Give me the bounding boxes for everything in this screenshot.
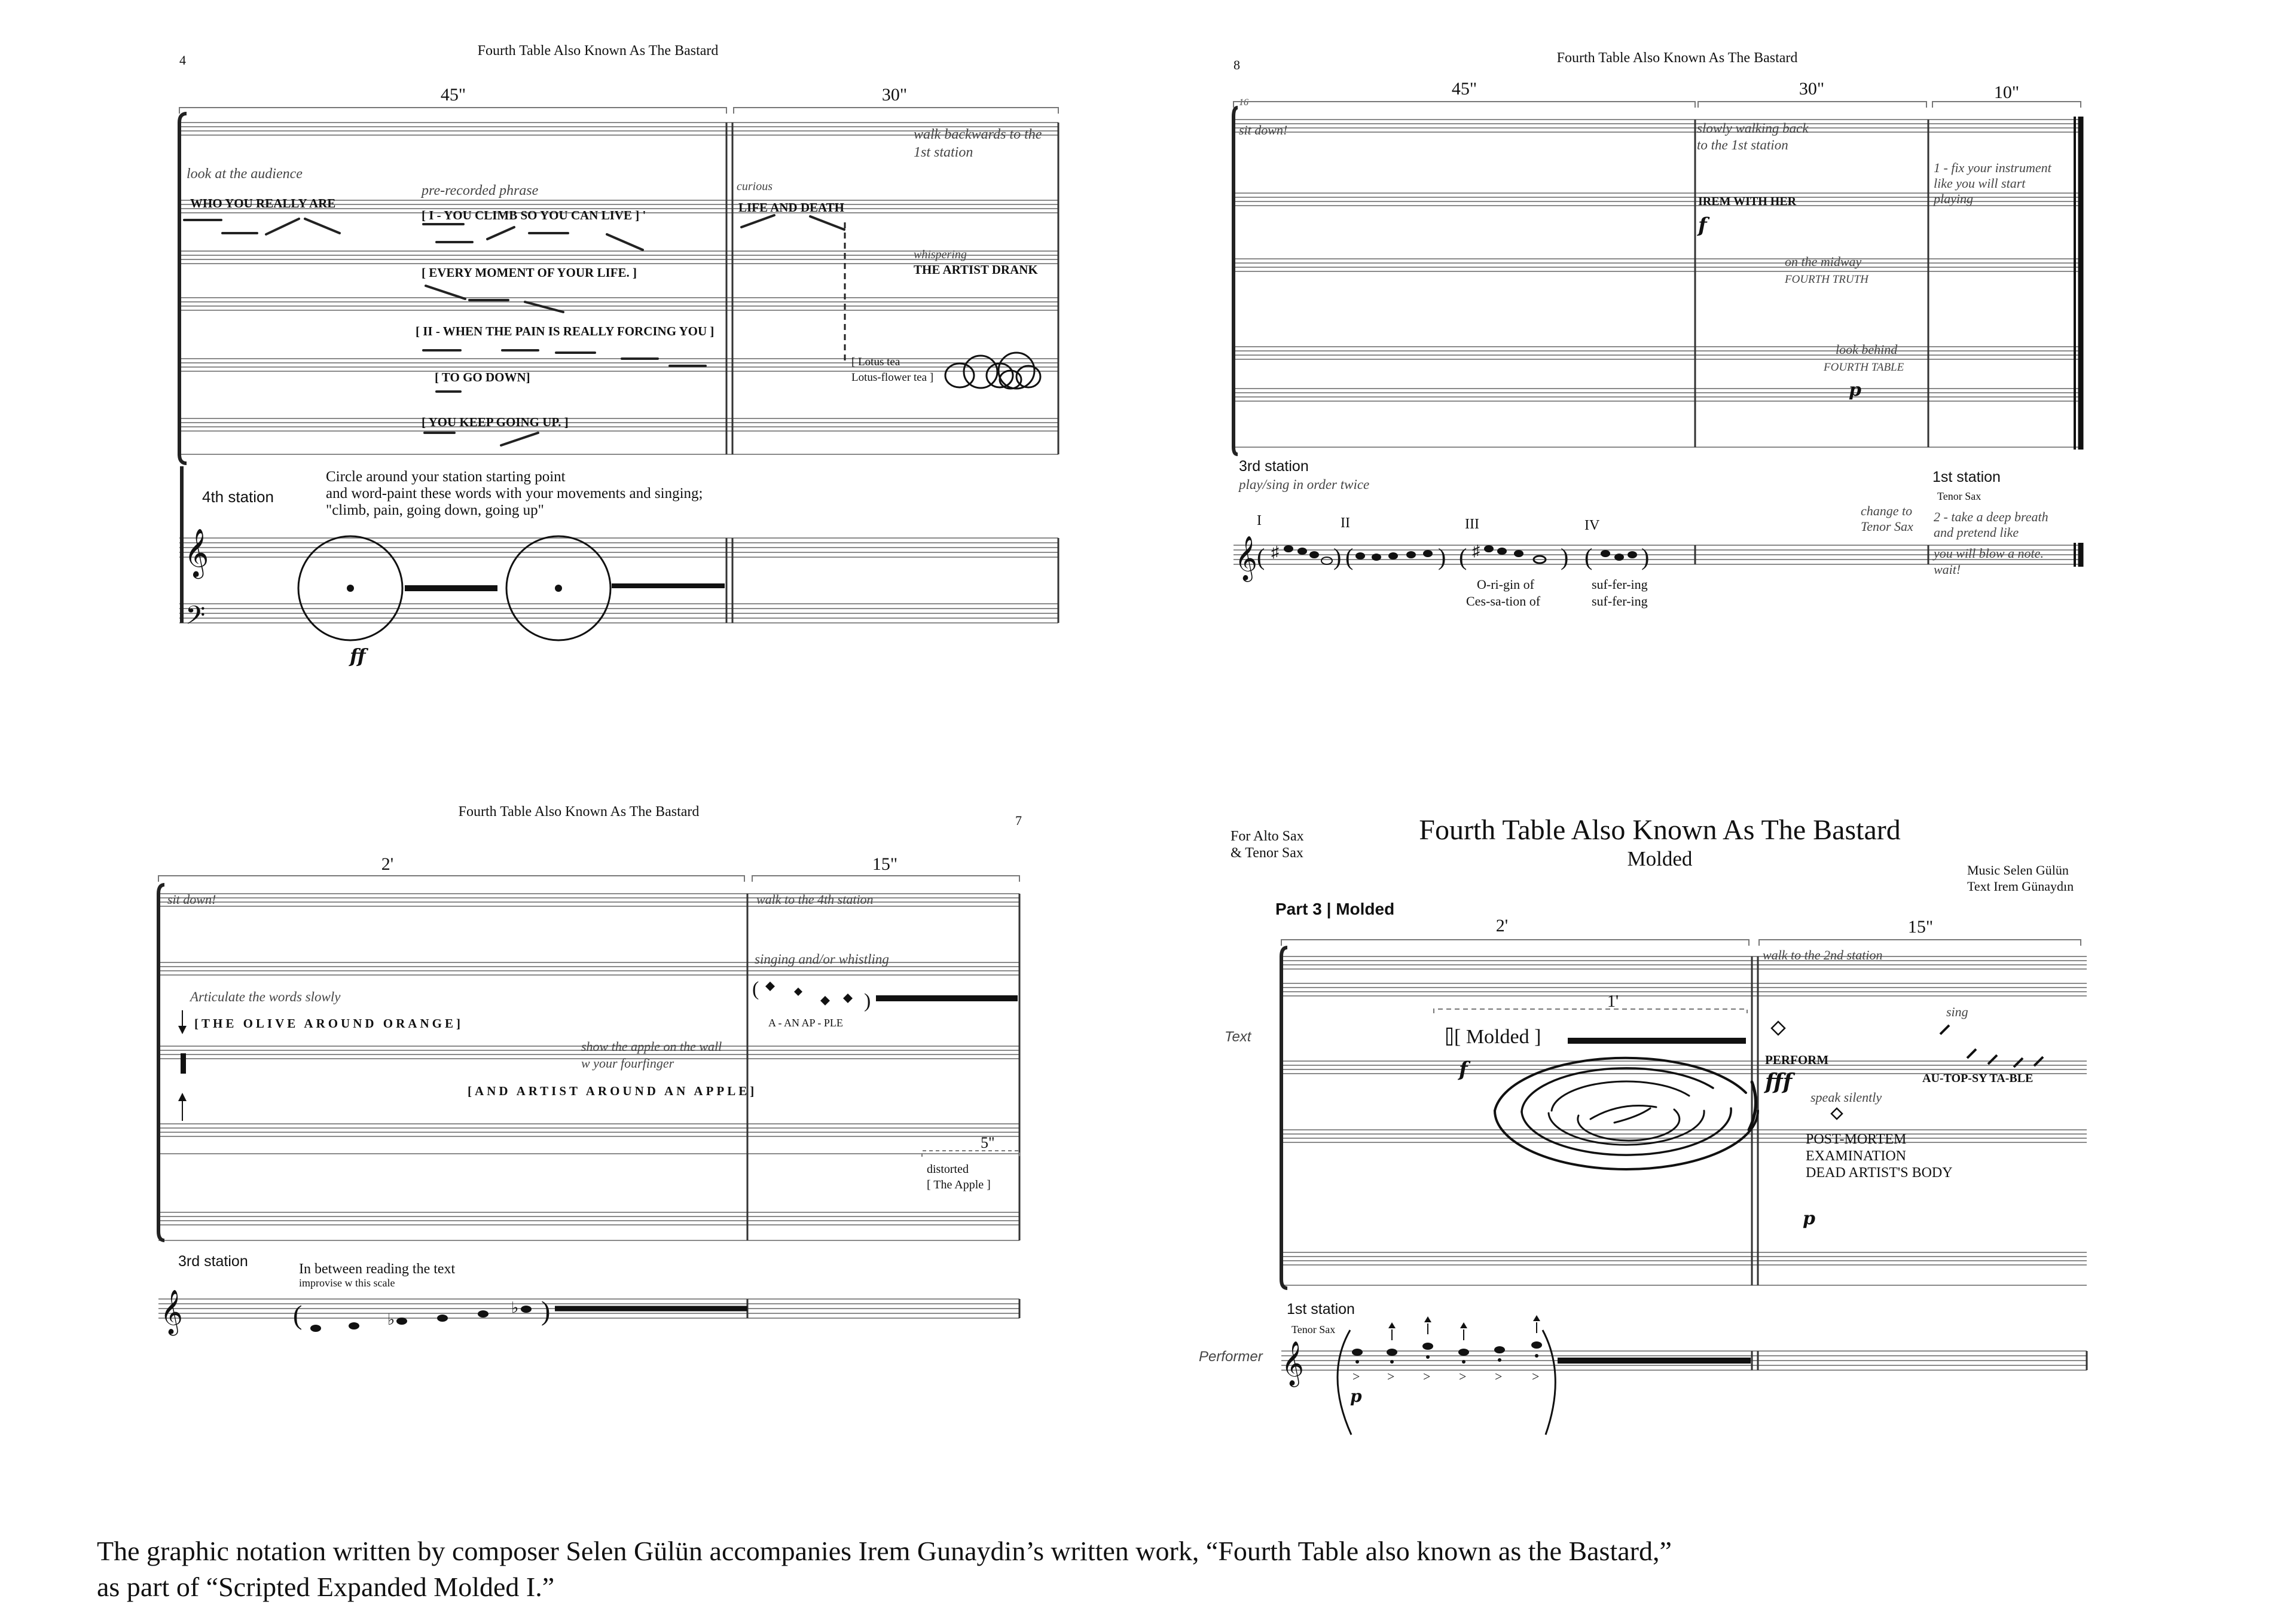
instrumentation-line-2: & Tenor Sax: [1231, 845, 1303, 861]
melodic-cell-notes: [1257, 542, 1649, 570]
instruction-line-3: "climb, pain, going down, going up": [326, 502, 544, 518]
section-I: I: [1257, 513, 1262, 528]
station-label: 3rd station: [1239, 458, 1309, 475]
bracket-mark: [1447, 1028, 1452, 1045]
duration-30s: 30": [1799, 79, 1825, 99]
row-label-performer: Performer: [1199, 1349, 1263, 1365]
duration-2min: 2': [381, 854, 394, 874]
phrase-examination: EXAMINATION: [1806, 1148, 1906, 1164]
caption-line-2: as part of “Scripted Expanded Molded I.”: [97, 1572, 555, 1602]
duration-bracket-45s: [1234, 102, 1695, 108]
duration-bracket-10s: [1932, 102, 2081, 108]
cue-sit-down: sit down!: [1239, 123, 1288, 137]
treble-clef: 𝄞: [1281, 1342, 1304, 1384]
svg-text:♯: ♯: [1271, 543, 1279, 561]
svg-text:♭: ♭: [511, 1299, 519, 1316]
cue-like-you-will-start: like you will start: [1934, 176, 2026, 191]
text-staff: [158, 894, 1019, 1318]
cue-sit-down: sit down!: [167, 892, 216, 907]
diamond-noteheads: [752, 978, 871, 1012]
cue-show-the-apple: show the apple on the wall: [581, 1039, 722, 1054]
svg-text:): ): [1333, 543, 1342, 570]
duration-30s: 30": [881, 85, 908, 105]
phrase-who-you-really-are: WHO YOU REALLY ARE: [190, 196, 336, 210]
duration-2min: 2': [1495, 916, 1509, 936]
lyric-suffering: suf-fer-ing: [1592, 577, 1648, 592]
svg-text:): ): [1561, 543, 1569, 570]
duration-bracket-15s: [752, 876, 1019, 882]
instruction-line-1: Circle around your station starting point: [326, 469, 566, 485]
treble-clef: 𝄞: [184, 530, 209, 576]
cue-walk-to-4th-station: walk to the 4th station: [756, 892, 874, 907]
part-heading: Part 3 | Molded: [1275, 900, 1395, 918]
dynamic-f: f: [1459, 1057, 1468, 1081]
dynamic-fff: fff: [1765, 1069, 1793, 1095]
dynamic-ff: ff: [350, 644, 366, 667]
circle-center-dot: [555, 585, 562, 592]
phrase-dead-artists-body: DEAD ARTIST'S BODY: [1806, 1165, 1953, 1181]
station-label: 1st station: [1287, 1301, 1355, 1318]
bass-clef: 𝄢: [185, 602, 206, 636]
caption: [97, 1533, 2190, 1605]
dynamic-p: p: [1350, 1386, 1362, 1406]
phrase-perform: PERFORM: [1765, 1053, 1829, 1067]
credit-music: Music Selen Gülün: [1967, 863, 2069, 878]
lyric-origin-of: O-ri-gin of: [1477, 577, 1534, 592]
svg-text:(: (: [293, 1300, 303, 1330]
close-parenthesis: [1543, 1330, 1555, 1435]
svg-text:(: (: [1459, 543, 1467, 570]
page-number: 8: [1234, 57, 1240, 72]
phrase-fourth-table: FOURTH TABLE: [1824, 361, 1904, 374]
caption-line-1: The graphic notation written by composer Selen Gülün accompanies Irem Gunaydin’s written work, “Fourth Table also known as the Bastard,”: [97, 1536, 1672, 1566]
phrase-pain: [ II - WHEN THE PAIN IS REALLY FORCING YOU ]: [416, 324, 715, 338]
duration-45s: 45": [1451, 79, 1477, 99]
cue-playing: playing: [1934, 191, 1973, 206]
page-number: 4: [179, 53, 186, 68]
cue-look-at-audience: look at the audience: [187, 166, 303, 182]
cue-whispering: whispering: [914, 248, 967, 261]
instrumentation-line-1: For Alto Sax: [1231, 829, 1304, 844]
score-page-4: [179, 43, 1058, 667]
system-bracket: [179, 114, 187, 463]
score-page-8: [1234, 50, 2081, 609]
cue-first-station: 1st station: [914, 145, 973, 160]
page-header: Fourth Table Also Known As The Bastard: [1556, 50, 1798, 66]
cue-prerecorded-phrase: pre-recorded phrase: [422, 183, 539, 198]
cue-sing: sing: [1946, 1004, 1968, 1019]
duration-10s: 10": [1993, 82, 2020, 102]
cue-on-the-midway: on the midway: [1785, 254, 1862, 269]
cue-wait: wait!: [1934, 562, 1961, 577]
cue-articulate-slowly: Articulate the words slowly: [190, 989, 341, 1004]
svg-text:): ): [1438, 543, 1446, 570]
spiral-graphic: [1495, 1058, 1758, 1169]
cue-to-first-station: to the 1st station: [1697, 137, 1788, 152]
cue-tenor-sax: Tenor Sax: [1861, 519, 1913, 534]
page-header: Fourth Table Also Known As The Bastard: [477, 43, 719, 59]
credit-text: Text Irem Günaydın: [1967, 879, 2074, 894]
station-label: 4th station: [202, 488, 274, 506]
phrase-life-and-death: LIFE AND DEATH: [738, 200, 844, 215]
svg-text:>: >: [1352, 1369, 1360, 1384]
section-III: III: [1465, 516, 1479, 532]
phrase-climb: [ I - YOU CLIMB SO YOU CAN LIVE ] ': [422, 208, 646, 222]
page-number: 7: [1015, 813, 1022, 828]
system-bracket: [158, 885, 164, 1240]
cue-fix-instrument: 1 - fix your instrument: [1934, 160, 2051, 175]
cue-change-to: change to: [1861, 503, 1913, 518]
score-subtitle: Molded: [1627, 847, 1693, 870]
svg-text:>: >: [1532, 1369, 1540, 1384]
phrase-artist-around-apple: [AND ARTIST AROUND AN APPLE]: [468, 1084, 758, 1098]
svg-text:>: >: [1459, 1369, 1467, 1384]
duration-bracket-15s: [1759, 940, 2081, 946]
diamond-notehead: [1831, 1108, 1842, 1119]
phrase-lotus-tea: [ Lotus tea: [851, 356, 900, 368]
cue-blow-a-note: you will blow a note.: [1934, 546, 2044, 561]
diamond-notehead: [1772, 1022, 1785, 1035]
score-title: Fourth Table Also Known As The Bastard: [1419, 814, 1901, 846]
phrase-autopsy-table: AU-TOP-SY TA-BLE: [1922, 1072, 2034, 1085]
svg-text:(: (: [752, 978, 759, 1000]
cue-deep-breath: 2 - take a deep breath: [1934, 509, 2048, 524]
cue-walking-back: slowly walking back: [1697, 121, 1809, 136]
section-IV: IV: [1584, 518, 1600, 533]
score-page-7: [158, 804, 1022, 1336]
phrase-olive-around-orange: [THE OLIVE AROUND ORANGE]: [194, 1016, 463, 1031]
cue-play-sing-twice: play/sing in order twice: [1239, 477, 1370, 492]
duration-5s: 5": [981, 1134, 995, 1151]
svg-text:): ): [541, 1295, 551, 1326]
dynamic-p: p: [1803, 1208, 1815, 1229]
open-parenthesis: [1338, 1330, 1351, 1435]
svg-text:): ): [864, 990, 871, 1012]
duration-bracket-30s: [1698, 102, 1926, 108]
phrase-distorted: distorted: [927, 1163, 969, 1176]
svg-text:♭: ♭: [387, 1311, 395, 1328]
cue-speak-silently: speak silently: [1810, 1090, 1882, 1105]
phrase-the-apple: [ The Apple ]: [927, 1178, 991, 1191]
instruction-in-between: In between reading the text: [299, 1261, 456, 1277]
svg-text:>: >: [1495, 1369, 1503, 1384]
cue-curious: curious: [737, 180, 773, 193]
score-page-1: [1199, 814, 2087, 1435]
instruction-improvise: improvise w this scale: [299, 1277, 395, 1289]
cue-walk-to-2nd-station: walk to the 2nd station: [1763, 947, 1883, 962]
circle-center-dot: [347, 585, 354, 592]
phrase-lotus-flower-tea: Lotus-flower tea ]: [851, 371, 934, 384]
cue-look-behind: look behind: [1836, 342, 1898, 357]
phrase-artist-drank: THE ARTIST DRANK: [914, 262, 1038, 277]
duration-bracket-30s: [734, 108, 1058, 114]
phrase-keep-going-up: [ YOU KEEP GOING UP. ]: [422, 415, 569, 429]
phrase-go-down: [ TO GO DOWN]: [435, 370, 530, 384]
phrase-fourth-truth: FOURTH TRUTH: [1785, 273, 1868, 286]
cue-with-your-fourfinger: w your fourfinger: [581, 1056, 674, 1071]
duration-1min: 1': [1607, 992, 1619, 1011]
svg-text:(: (: [1345, 543, 1354, 570]
duration-bracket-45s: [179, 108, 726, 114]
row-label-text: Text: [1225, 1029, 1251, 1045]
duration-bracket-2min: [158, 876, 744, 882]
measure-number: 16: [1239, 97, 1248, 108]
syllables-an-apple: A - AN AP - PLE: [768, 1017, 843, 1029]
svg-text:(: (: [1584, 543, 1593, 570]
section-II: II: [1341, 515, 1350, 531]
system-bracket: [1281, 947, 1287, 1288]
svg-text:>: >: [1423, 1369, 1431, 1384]
phrase-every-moment: [ EVERY MOMENT OF YOUR LIFE. ]: [422, 265, 637, 280]
page-header: Fourth Table Also Known As The Bastard: [458, 804, 700, 820]
system-bracket: [1234, 108, 1238, 454]
cue-singing-whistling: singing and/or whistling: [755, 952, 889, 967]
lyric-cessation-of: Ces-sa-tion of: [1466, 594, 1541, 609]
svg-text:): ): [1641, 543, 1650, 570]
dynamic-p: p: [1849, 380, 1861, 401]
duration-45s: 45": [440, 85, 466, 105]
instrument-label: Tenor Sax: [1937, 490, 1981, 502]
svg-text:(: (: [1257, 543, 1265, 570]
phrase-post-mortem: POST-MORTEM: [1806, 1132, 1907, 1147]
duration-15s: 15": [1907, 917, 1934, 937]
dynamic-f: f: [1698, 213, 1707, 237]
cue-pretend-like: and pretend like: [1934, 525, 2019, 540]
accented-staccato-notes: [1352, 1315, 1542, 1384]
instruction-line-2: and word-paint these words with your movements and singing;: [326, 485, 703, 502]
station-label: 1st station: [1932, 469, 2001, 485]
cue-walk-backwards: walk backwards to the: [914, 127, 1042, 142]
treble-clef: 𝄞: [160, 1291, 183, 1333]
phrase-molded: [ Molded ]: [1454, 1026, 1541, 1048]
arrow-marks: [178, 1010, 187, 1121]
duration-15s: 15": [872, 854, 898, 874]
phrase-irem-with-her: IREM WITH HER: [1698, 195, 1797, 208]
treble-clef: 𝄞: [1235, 537, 1257, 579]
duration-bracket-1min: [1434, 1009, 1747, 1013]
svg-text:>: >: [1387, 1369, 1395, 1384]
svg-text:♯: ♯: [1472, 542, 1480, 560]
station-label: 3rd station: [178, 1253, 248, 1270]
lyric-suffering: suf-fer-ing: [1592, 594, 1648, 609]
instrument-label: Tenor Sax: [1292, 1324, 1336, 1335]
duration-bracket-2min: [1281, 940, 1749, 946]
